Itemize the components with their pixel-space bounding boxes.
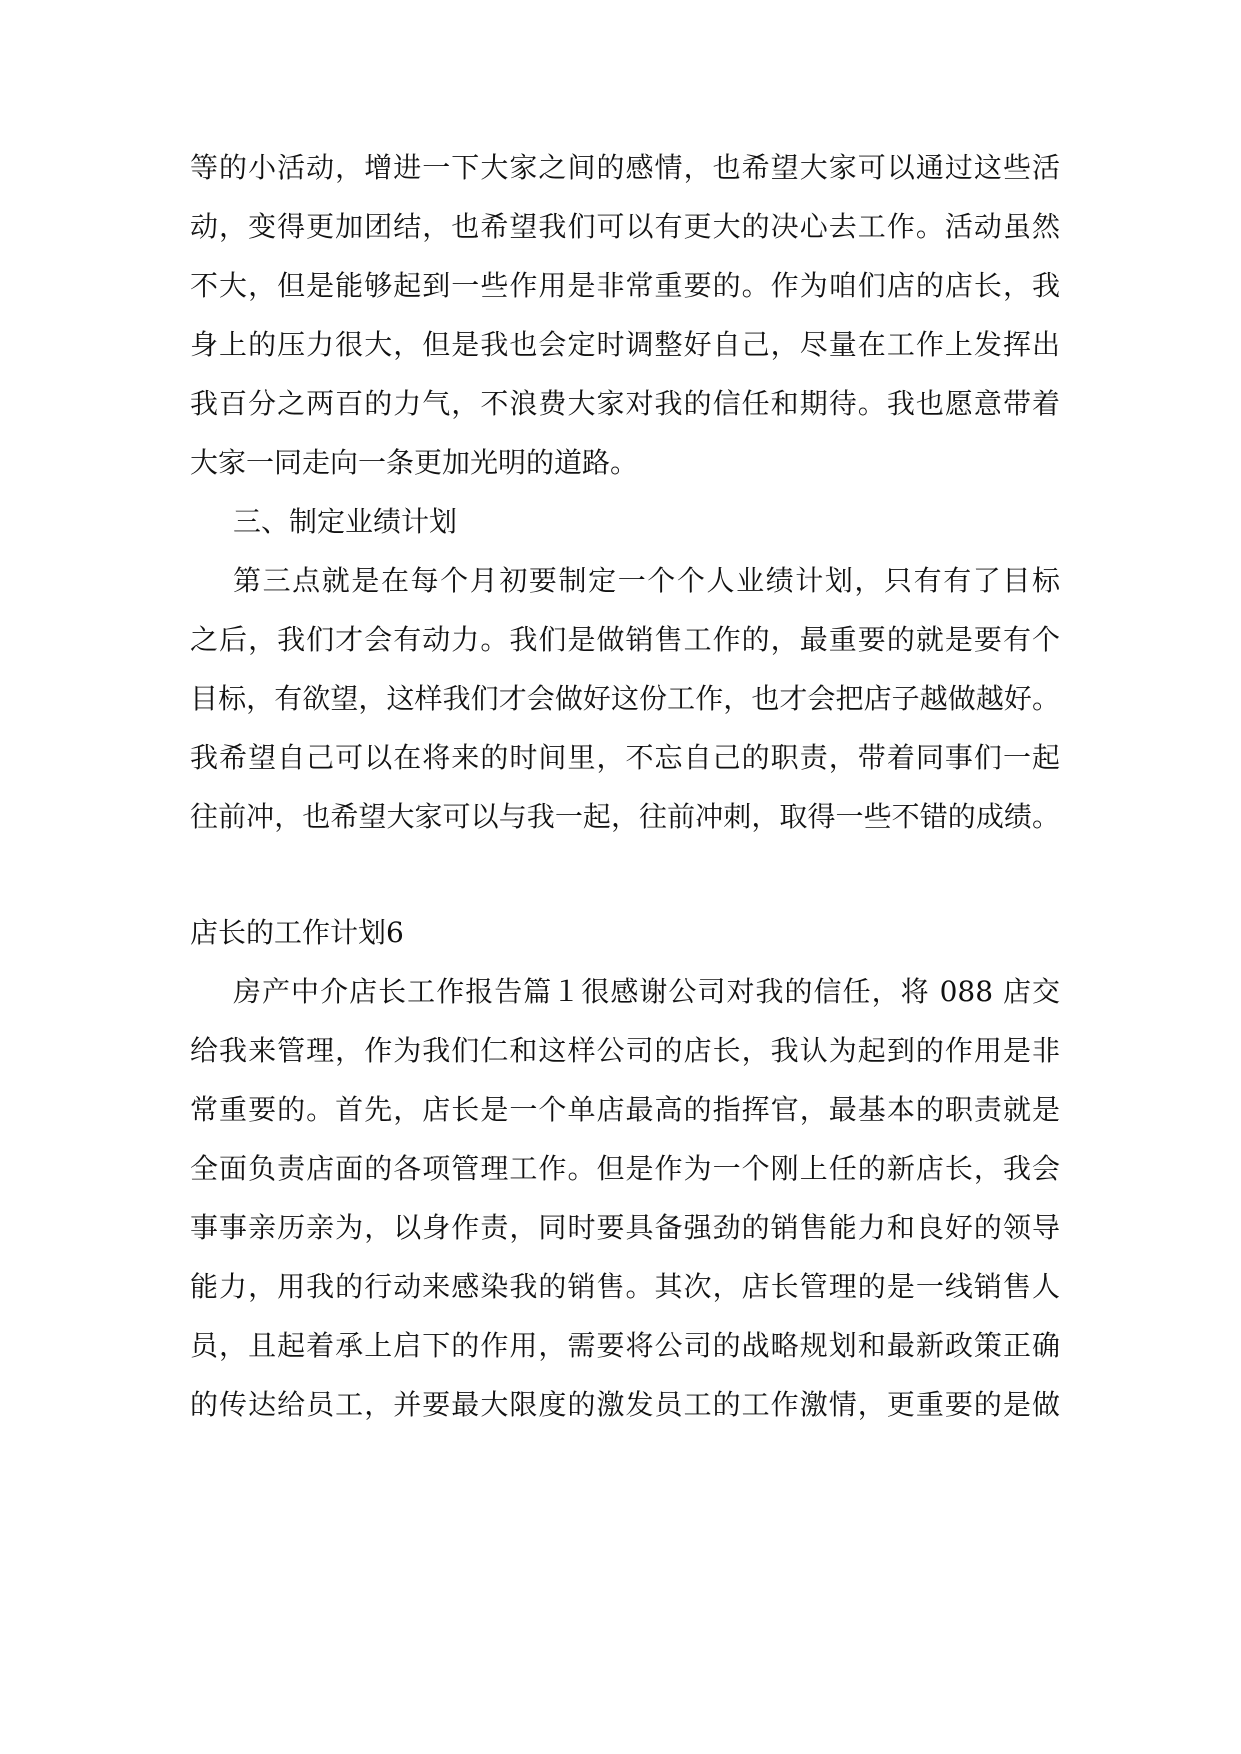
paragraph-line: 我百分之两百的力气，不浪费大家对我的信任和期待。我也愿意带着 (190, 387, 1060, 420)
paragraph-line: 往前冲，也希望大家可以与我一起，往前冲刺，取得一些不错的成绩。 (190, 800, 1060, 833)
paragraph-line: 能力，用我的行动来感染我的销售。其次，店长管理的是一线销售人 (190, 1270, 1060, 1303)
paragraph-line: 动，变得更加团结，也希望我们可以有更大的决心去工作。活动虽然 (190, 210, 1060, 243)
paragraph-line: 第三点就是在每个月初要制定一个个人业绩计划，只有有了目标 (233, 564, 1060, 597)
paragraph-line: 我希望自己可以在将来的时间里，不忘自己的职责，带着同事们一起 (190, 741, 1060, 774)
paragraph-line: 全面负责店面的各项管理工作。但是作为一个刚上任的新店长，我会 (190, 1152, 1060, 1185)
paragraph-line: 员，且起着承上启下的作用，需要将公司的战略规划和最新政策正确 (190, 1329, 1060, 1362)
paragraph-line: 房产中介店长工作报告篇１很感谢公司对我的信任，将 088 店交 (233, 975, 1060, 1008)
paragraph-line: 常重要的。首先，店长是一个单店最高的指挥官，最基本的职责就是 (190, 1093, 1060, 1126)
paragraph-line: 之后，我们才会有动力。我们是做销售工作的，最重要的就是要有个 (190, 623, 1060, 656)
paragraph-line: 大家一同走向一条更加光明的道路。 (190, 446, 639, 479)
paragraph-line: 等的小活动，增进一下大家之间的感情，也希望大家可以通过这些活 (190, 151, 1060, 184)
document-title: 店长的工作计划6 (190, 916, 404, 949)
section-heading: 三、制定业绩计划 (233, 505, 458, 538)
paragraph-line: 的传达给员工，并要最大限度的激发员工的工作激情，更重要的是做 (190, 1388, 1060, 1421)
paragraph-line: 不大，但是能够起到一些作用是非常重要的。作为咱们店的店长，我 (190, 269, 1060, 302)
paragraph-line: 目标，有欲望，这样我们才会做好这份工作，也才会把店子越做越好。 (190, 682, 1060, 715)
paragraph-line: 身上的压力很大，但是我也会定时调整好自己，尽量在工作上发挥出 (190, 328, 1060, 361)
paragraph-line: 事事亲历亲为，以身作责，同时要具备强劲的销售能力和良好的领导 (190, 1211, 1060, 1244)
paragraph-line: 给我来管理，作为我们仁和这样公司的店长，我认为起到的作用是非 (190, 1034, 1060, 1067)
